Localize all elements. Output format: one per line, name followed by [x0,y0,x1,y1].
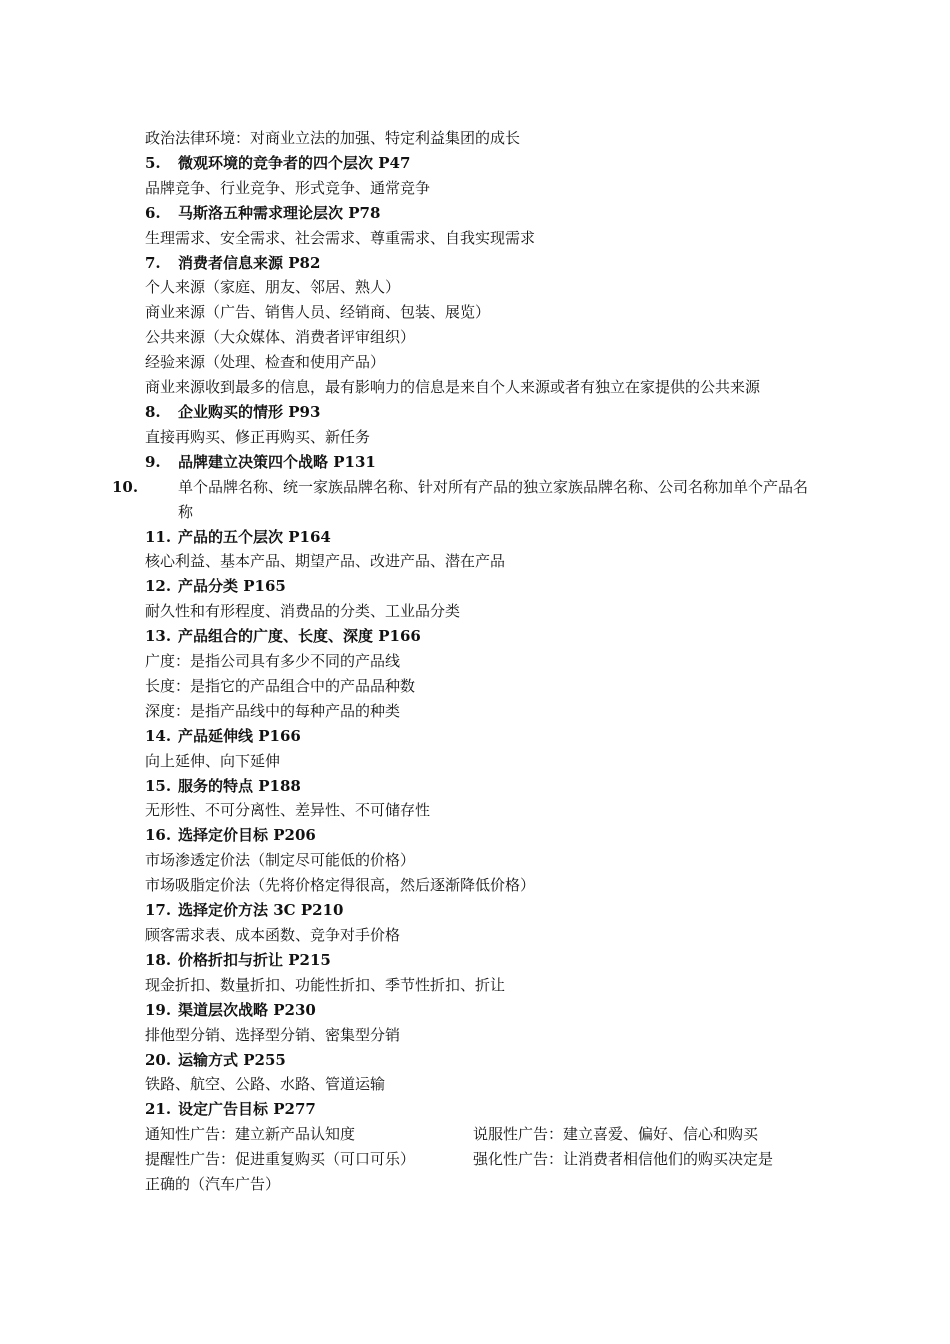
ad-goal-persuade: 说服性广告：建立喜爱、偏好、信心和购买 [473,1125,759,1144]
section-number: 21. [145,1100,172,1119]
section-title: 选择定价方法 3C P210 [178,901,344,920]
section-number: 13. [145,627,172,646]
section-number: 14. [145,726,172,745]
section-heading [145,823,815,848]
section-title: 产品的五个层次 P164 [178,527,331,546]
body-line: 经验来源（处理、检查和使用产品） [145,353,386,372]
section-heading [145,201,815,226]
section-heading [112,475,815,525]
section-title: 渠道层次战略 P230 [178,1000,316,1019]
section-title: 产品分类 P165 [178,577,286,596]
body-line: 政治法律环境：对商业立法的加强、特定利益集团的成长 [145,129,521,147]
section-number: 5. [145,153,161,172]
body-line: 耐久性和有形程度、消费品的分类、工业品分类 [145,602,461,621]
section-title: 消费者信息来源 P82 [178,253,321,272]
section-number: 10. [112,477,139,496]
section-heading [145,151,815,176]
section-number: 17. [145,901,172,920]
section-number: 16. [145,826,172,845]
body-line: 排他型分销、选择型分销、密集型分销 [145,1025,401,1044]
section-heading [145,898,815,923]
section-heading [145,624,815,649]
section-title: 设定广告目标 P277 [178,1100,316,1119]
body-line: 长度：是指它的产品组合中的产品品种数 [145,676,416,695]
section-title: 微观环境的竞争者的四个层次 P47 [178,153,411,172]
section-number: 8. [145,402,161,421]
section-number: 18. [145,950,172,969]
body-line: 核心利益、基本产品、期望产品、改进产品、潜在产品 [145,552,506,571]
section-title: 产品延伸线 P166 [178,726,301,745]
body-line: 直接再购买、修正再购买、新任务 [145,427,371,446]
section-title: 品牌建立决策四个战略 P131 [178,452,376,471]
ad-goals-row-2 [145,1147,815,1172]
body-line: 个人来源（家庭、朋友、邻居、熟人） [145,278,401,297]
section-title: 服务的特点 P188 [178,776,301,795]
document-body [112,126,815,1197]
section-title: 选择定价目标 P206 [178,826,316,845]
body-line: 生理需求、安全需求、社会需求、尊重需求、自我实现需求 [145,228,536,247]
body-line: 品牌竞争、行业竞争、形式竞争、通常竞争 [145,178,431,197]
section-title: 马斯洛五种需求理论层次 P78 [178,203,381,222]
ad-goal-remind: 提醒性广告：促进重复购买（可口可乐） [145,1150,416,1169]
body-line: 深度：是指产品线中的每种产品的种类 [145,701,401,720]
body-line: 铁路、航空、公路、水路、管道运输 [145,1075,386,1094]
body-line: 公共来源（大众媒体、消费者评审组织） [145,328,416,347]
body-line: 向上延伸、向下延伸 [145,751,281,770]
section-heading [145,998,815,1023]
section-heading [145,774,815,799]
section-title: 产品组合的广度、长度、深度 P166 [178,627,421,646]
section-heading [145,724,815,749]
document-lines [112,126,815,1122]
body-line: 广度：是指公司具有多少不同的产品线 [145,652,401,671]
ad-goal-reinforce-continued: 正确的（汽车广告） [145,1175,281,1194]
section-number: 7. [145,253,161,272]
section-title: 价格折扣与折让 P215 [178,950,331,969]
section-heading [145,251,815,276]
section-heading [145,574,815,599]
section-number: 20. [145,1050,172,1069]
body-line: 无形性、不可分离性、差异性、不可储存性 [145,801,431,820]
body-line: 商业来源（广告、销售人员、经销商、包装、展览） [145,303,491,322]
section-heading [145,525,815,550]
body-line: 顾客需求表、成本函数、竞争对手价格 [145,926,401,944]
ad-goals-row-1 [145,1122,815,1147]
section-title: 运输方式 P255 [178,1050,286,1069]
section-number: 6. [145,203,161,222]
section-heading [145,948,815,973]
ad-goal-reinforce: 强化性广告：让消费者相信他们的购买决定是 [473,1150,774,1169]
section-heading [145,450,815,475]
section-number: 12. [145,577,172,596]
section-title: 企业购买的情形 P93 [178,402,321,421]
body-line: 市场吸脂定价法（先将价格定得很高，然后逐渐降低价格） [145,876,536,895]
section-number: 15. [145,776,172,795]
body-paragraph: 商业来源收到最多的信息，最有影响力的信息是来自个人来源或者有独立在家提供的公共来源 [145,378,761,397]
body-line: 市场渗透定价法（制定尽可能低的价格） [145,851,416,870]
ad-goal-inform: 通知性广告：建立新产品认知度 [145,1125,356,1144]
section-heading [145,1048,815,1073]
body-line: 现金折扣、数量折扣、功能性折扣、季节性折扣、折让 [145,975,506,994]
section-heading [145,400,815,425]
section-heading [145,1097,815,1122]
section-title: 单个品牌名称、统一家族品牌名称、针对所有产品的独立家族品牌名称、公司名称加单个产品名称 [178,477,809,521]
section-number: 11. [145,527,172,546]
section-number: 9. [145,452,161,471]
section-number: 19. [145,1000,172,1019]
